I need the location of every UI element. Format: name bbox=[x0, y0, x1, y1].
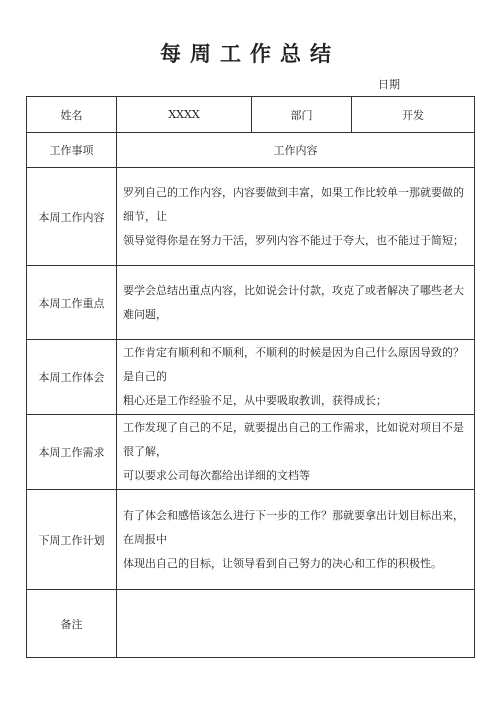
header-row bbox=[27, 97, 475, 133]
row-this-week-needs bbox=[27, 415, 475, 490]
work-content-header: 工作内容 bbox=[117, 133, 475, 168]
row-this-week-reflection bbox=[27, 340, 475, 415]
row-label: 本周工作体会 bbox=[27, 340, 117, 415]
content-line: 领导觉得你是在努力干活，罗列内容不能过于夸大，也不能过于简短； bbox=[123, 233, 464, 247]
row-content[interactable] bbox=[117, 168, 475, 266]
summary-form-table bbox=[26, 96, 475, 658]
work-item-header: 工作事项 bbox=[27, 133, 117, 168]
row-label: 下周工作计划 bbox=[27, 490, 117, 590]
row-next-week-plan bbox=[27, 490, 475, 590]
dept-label: 部门 bbox=[252, 97, 352, 133]
dept-value[interactable]: 开发 bbox=[352, 97, 475, 133]
row-content[interactable] bbox=[117, 266, 475, 340]
content-line: 工作发现了自己的不足，就要提出自己的工作需求，比如说对项目不是很了解， bbox=[123, 421, 464, 458]
content-line: 粗心还是工作经验不足，从中要吸取教训，获得成长； bbox=[123, 394, 387, 407]
row-label: 本周工作需求 bbox=[27, 415, 117, 490]
content-line: 要学会总结出重点内容，比如说会计付款，攻克了或者解决了哪些老大难问题， bbox=[123, 283, 464, 321]
row-content[interactable] bbox=[117, 415, 475, 490]
content-line: 罗列自己的工作内容，内容要做到丰富，如果工作比较单一那就要做的细节，让 bbox=[123, 185, 464, 223]
date-label: 日期 bbox=[378, 78, 400, 91]
row-label: 本周工作重点 bbox=[27, 266, 117, 340]
row-this-week-content bbox=[27, 168, 475, 266]
content-line: 可以要求公司每次都给出详细的文档等 bbox=[123, 469, 310, 482]
items-header-row bbox=[27, 133, 475, 168]
row-content[interactable] bbox=[117, 340, 475, 415]
row-remarks bbox=[27, 590, 475, 658]
row-this-week-focus bbox=[27, 266, 475, 340]
row-label: 本周工作内容 bbox=[27, 168, 117, 266]
content-line: 有了体会和感悟该怎么进行下一步的工作？那就要拿出计划目标出来，在周报中 bbox=[123, 508, 464, 546]
content-line: 体现出自己的目标，让领导看到自己努力的决心和工作的积极性。 bbox=[123, 556, 442, 570]
name-label: 姓名 bbox=[27, 97, 117, 133]
row-content[interactable] bbox=[117, 490, 475, 590]
name-value[interactable]: XXXX bbox=[117, 97, 252, 133]
remarks-content[interactable] bbox=[117, 590, 475, 658]
content-line: 工作肯定有顺利和不顺利，不顺利的时候是因为自己什么原因导致的？是自己的 bbox=[123, 346, 464, 383]
remarks-label: 备注 bbox=[27, 590, 117, 658]
document-title: 每周工作总结 bbox=[160, 41, 340, 66]
